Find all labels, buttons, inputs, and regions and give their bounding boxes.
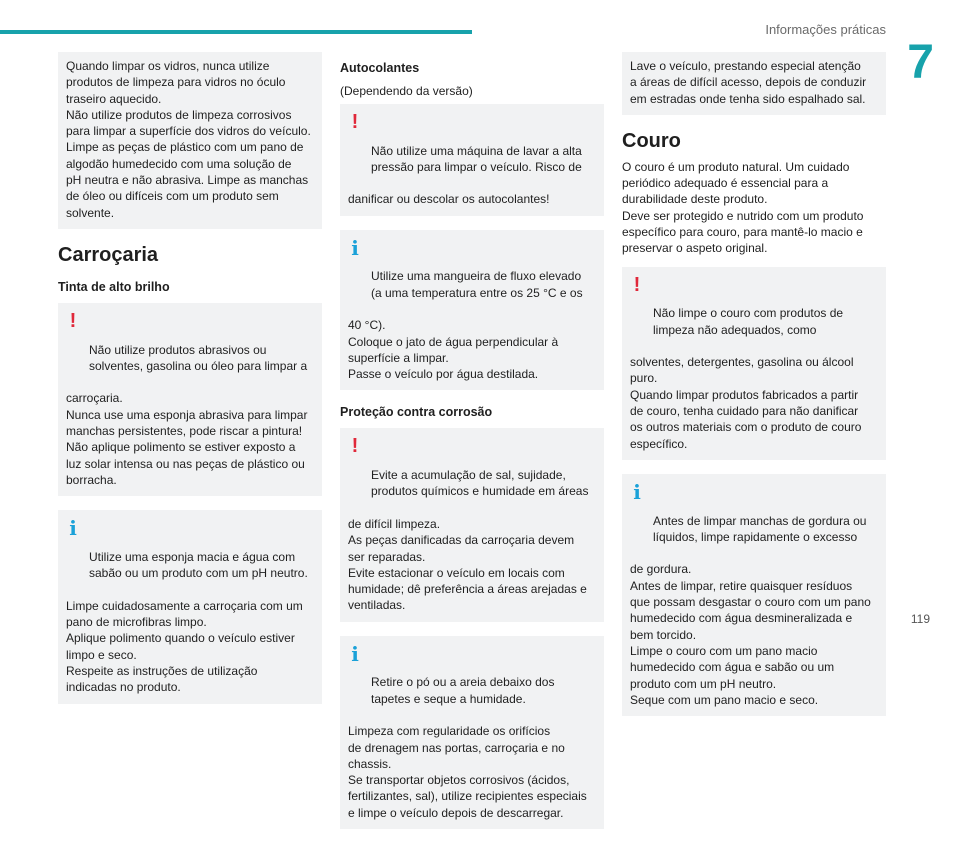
info-icon: i	[69, 516, 77, 541]
info-icon: i	[351, 641, 359, 666]
section-title-couro: Couro	[622, 129, 681, 152]
page-number: 119	[910, 612, 930, 626]
info-text-rest: Limpe cuidadosamente a carroçaria com um pano de microfibras limpo. Aplique polimento quando o veículo estiver limpo e seco. Respeite as instruções de utilização indicadas no produto.	[66, 598, 303, 695]
column-right	[622, 52, 886, 730]
warning-text-first: Não utilize uma máquina de lavar a alta pressão para limpar o veículo. Risco de	[371, 143, 582, 174]
info-text-first: Retire o pó ou a areia debaixo dos tapetes e seque a humidade.	[371, 675, 555, 706]
warning-text-rest: solventes, detergentes, gasolina ou álcool puro. Quando limpar produtos fabricados a partir de couro, tenha cuidado para não danificar os outros materiais com o produto de couro específico.	[630, 355, 862, 451]
info-text-first: Antes de limpar manchas de gordura ou líquidos, limpe rapidamente o excesso	[653, 513, 867, 544]
warning-text-first: Não limpe o couro com produtos de limpeza não adequados, como	[653, 306, 844, 337]
subtitle-high-gloss-paint: Tinta de alto brilho	[58, 279, 170, 294]
warning-icon: !	[633, 273, 641, 296]
leather-intro: O couro é um produto natural. Um cuidado periódico adequado é essencial para a durabilidade deste produto. Deve ser protegido e nutrido com um produto específico para couro, para mantê-lo macio e preservar o aspeto original.	[622, 159, 864, 256]
warning-icon: !	[351, 111, 359, 133]
warning-text-first: Não utilize produtos abrasivos ou solventes, gasolina ou óleo para limpar a	[89, 342, 308, 373]
info-text-first: Utilize uma mangueira de fluxo elevado (a uma temperatura entre os 25 °C e os	[371, 269, 583, 300]
chapter-number: 7	[907, 36, 934, 89]
warning-text-rest: danificar ou descolar os autocolantes!	[348, 192, 550, 207]
header-accent-bar	[0, 30, 472, 34]
info-box-stickers	[340, 230, 604, 391]
info-text-rest: 40 °C). Coloque o jato de água perpendicular à superfície a limpar. Passe o veículo por água destilada.	[348, 318, 559, 382]
warning-text-rest: carroçaria. Nunca use uma esponja abrasiva para limpar manchas persistentes, pode riscar a pintura! Não aplique polimento se estiver exposto a luz solar intensa ou nas peças de plástico ou borracha.	[66, 391, 308, 487]
warning-text-rest: de difícil limpeza. As peças danificadas da carroçaria devem ser reparadas. Evite estacionar o veículo em locais com humidade; dê preferência a áreas arejadas e ventiladas.	[348, 516, 587, 613]
info-box-leather	[622, 474, 886, 716]
warning-icon: !	[351, 435, 359, 458]
column-middle	[340, 52, 604, 843]
warning-box-leather	[622, 267, 886, 460]
info-box-paint	[58, 510, 322, 703]
warning-box-corrosion	[340, 428, 604, 621]
warning-box-paint	[58, 303, 322, 496]
warning-icon: !	[69, 309, 77, 332]
info-text-rest: Limpeza com regularidade os orifícios de drenagem nas portas, carroçaria e no chassis. Se transportar objetos corrosivos (ácidos, fertilizantes, sal), utilize recipientes especiais e limpe o veículo depois de descarregar.	[348, 724, 587, 820]
info-icon: i	[633, 479, 641, 504]
page-header-title: Informações práticas	[765, 22, 886, 37]
version-note: (Dependendo da versão)	[340, 84, 473, 98]
info-box-corrosion	[340, 636, 604, 829]
info-text-rest: de gordura. Antes de limpar, retire quaisquer resíduos que possam desgastar o couro com um pano humedecido com água desmineralizada e bem torcido. Limpe o couro com um pano macio humedecido com água e sabão ou um produto com um pH neutro. Seque com um pano macio e seco.	[630, 562, 871, 707]
section-title-carrocaria: Carroçaria	[58, 243, 159, 266]
subtitle-corrosion-protection: Proteção contra corrosão	[340, 405, 493, 420]
info-text-first: Utilize uma esponja macia e água com sabão ou um produto com um pH neutro.	[89, 549, 308, 581]
warning-box-stickers	[340, 104, 604, 216]
salt-wash-note: Lave o veículo, prestando especial atenção a áreas de difícil acesso, depois de conduzir em estradas onde tenha sido espalhado sal.	[622, 52, 886, 115]
subtitle-autocolantes: Autocolantes	[340, 61, 420, 75]
column-left	[58, 52, 322, 718]
glass-cleaning-note: Quando limpar os vidros, nunca utilize produtos de limpeza para vidros no óculo traseiro aquecido. Não utilize produtos de limpeza corrosivos para limpar a superfície dos vidros do veículo. Limpe as peças de plástico com um pano de algodão humedecido com uma solução de pH neutra e não abrasiva. Limpe as manchas de óleo ou difíceis com um produto sem solvente.	[58, 52, 322, 229]
warning-text-first: Evite a acumulação de sal, sujidade, produtos químicos e humidade em áreas	[371, 468, 589, 499]
info-icon: i	[351, 235, 359, 260]
